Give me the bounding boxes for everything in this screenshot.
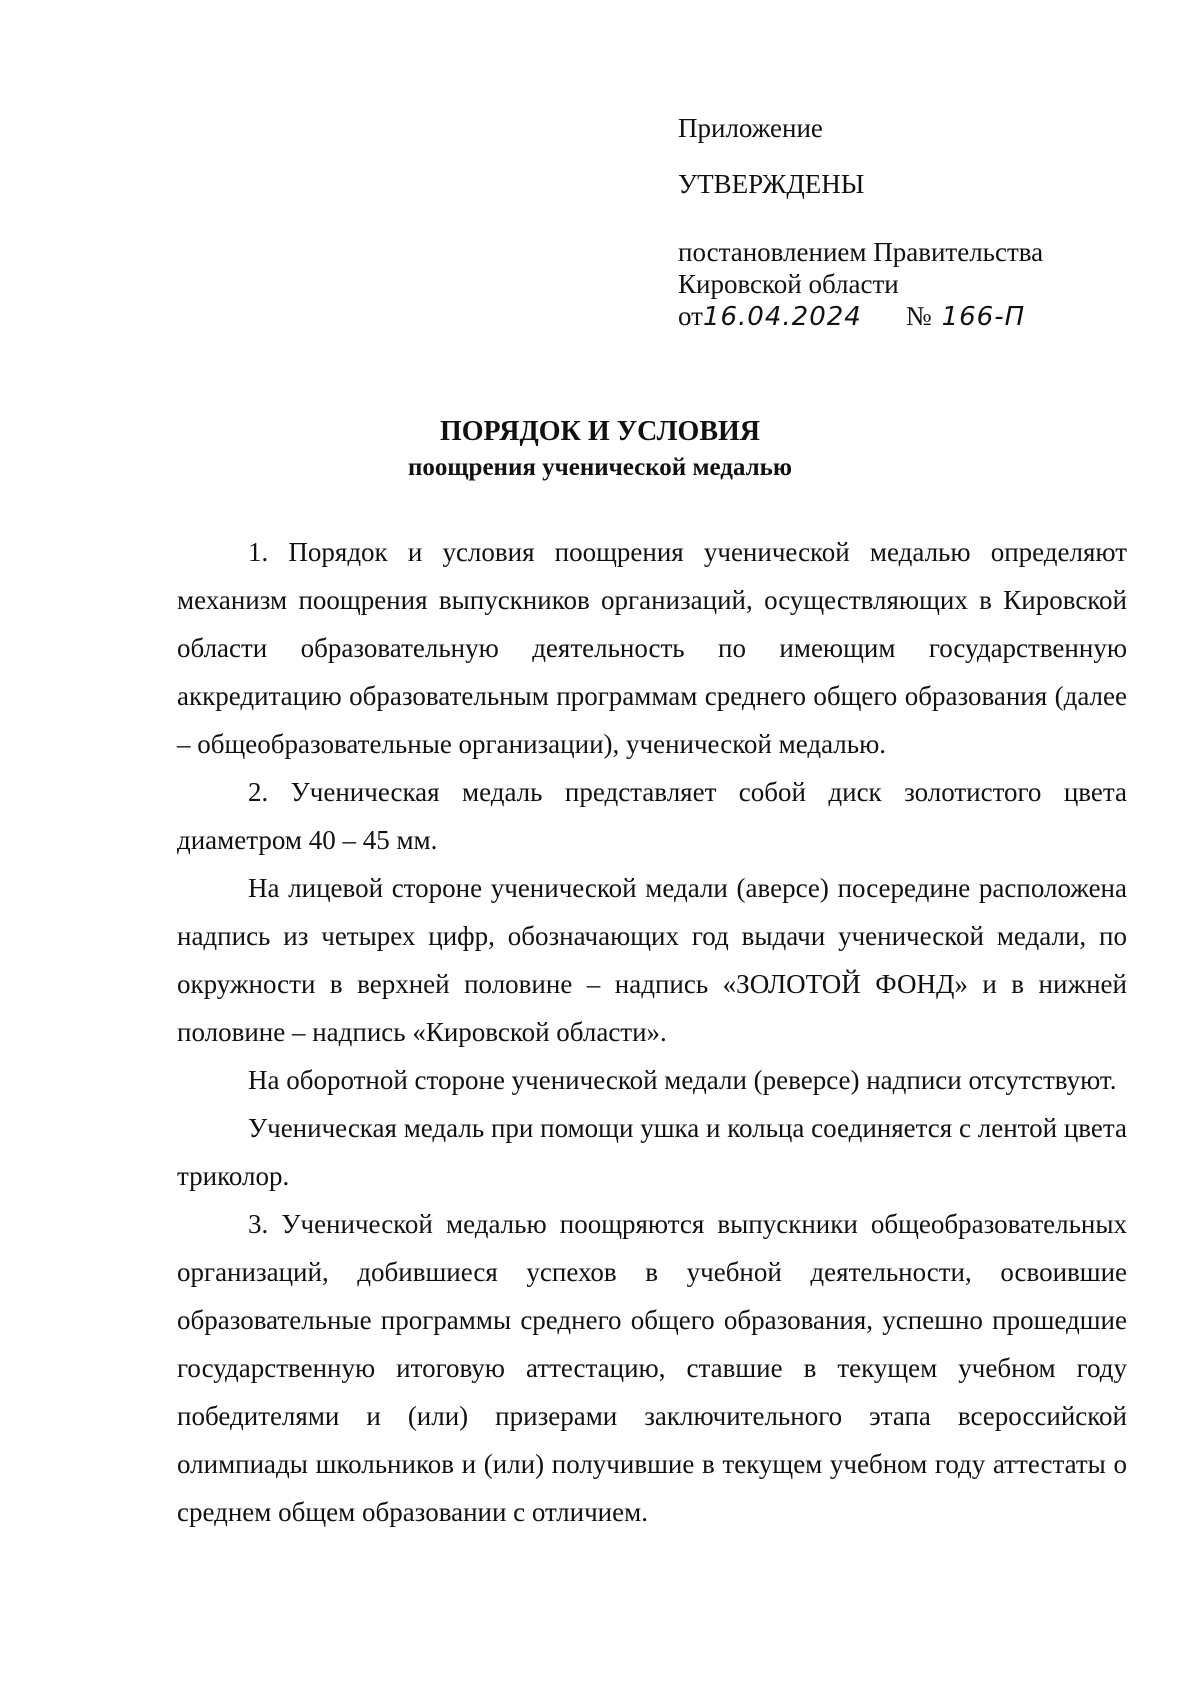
approved-label: УТВЕРЖДЕНЫ [678, 169, 865, 199]
paragraph-4: На оборотной стороне ученической медали (реверсе) надписи отсутствуют. [248, 1065, 1117, 1095]
document-body [177, 528, 1127, 1536]
number-label: № [905, 301, 932, 331]
decree-date-number-line [678, 300, 1148, 333]
paragraph-2: 2. Ученическая медаль представляет собой диск золотистого цвета диаметром 40 – 45 мм. [177, 777, 1127, 855]
paragraph-1: 1. Порядок и условия поощрения ученической медалью определяют механизм поощрения выпускников организаций, осуществляющих в Кировской области образовательную деятельность по имеющим государственную аккредитацию образовательным программам среднего общего образования (далее – общеобразовательные организации), ученической медалью. [177, 537, 1127, 759]
document-title: ПОРЯДОК И УСЛОВИЯ [439, 416, 760, 447]
paragraph-6: 3. Ученической медалью поощряются выпускники общеобразовательных организаций, добившиеся успехов в учебной деятельности, освоившие образовательные программы среднего общего образования, успешно прошедшие государственную итоговую аттестацию, ставшие в текущем учебном году победителями и (или) призерами заключительного этапа всероссийской олимпиады школьников и (или) получившие в текущем учебном году аттестаты о среднем общем образовании с отличием. [177, 1209, 1127, 1527]
appendix-label: Приложение [678, 113, 823, 143]
date-prefix: от [678, 301, 703, 331]
decree-line-1: постановлением Правительства [678, 237, 1044, 267]
handwritten-date: 16.04.2024 [702, 302, 862, 332]
handwritten-number: 166-П [941, 302, 1026, 332]
approval-block [678, 112, 1148, 333]
paragraph-5: Ученическая медаль при помощи ушка и кольца соединяется с лентой цвета триколор. [177, 1113, 1127, 1191]
paragraph-3: На лицевой стороне ученической медали (аверсе) посередине расположена надпись из четырех цифр, обозначающих год выдачи ученической медали, по окружности в верхней половине – надпись «ЗОЛОТОЙ ФОНД» и в нижней половине – надпись «Кировской области». [177, 873, 1127, 1047]
decree-line-2: Кировской области [678, 269, 899, 299]
document-subtitle: поощрения ученической медалью [408, 454, 792, 481]
